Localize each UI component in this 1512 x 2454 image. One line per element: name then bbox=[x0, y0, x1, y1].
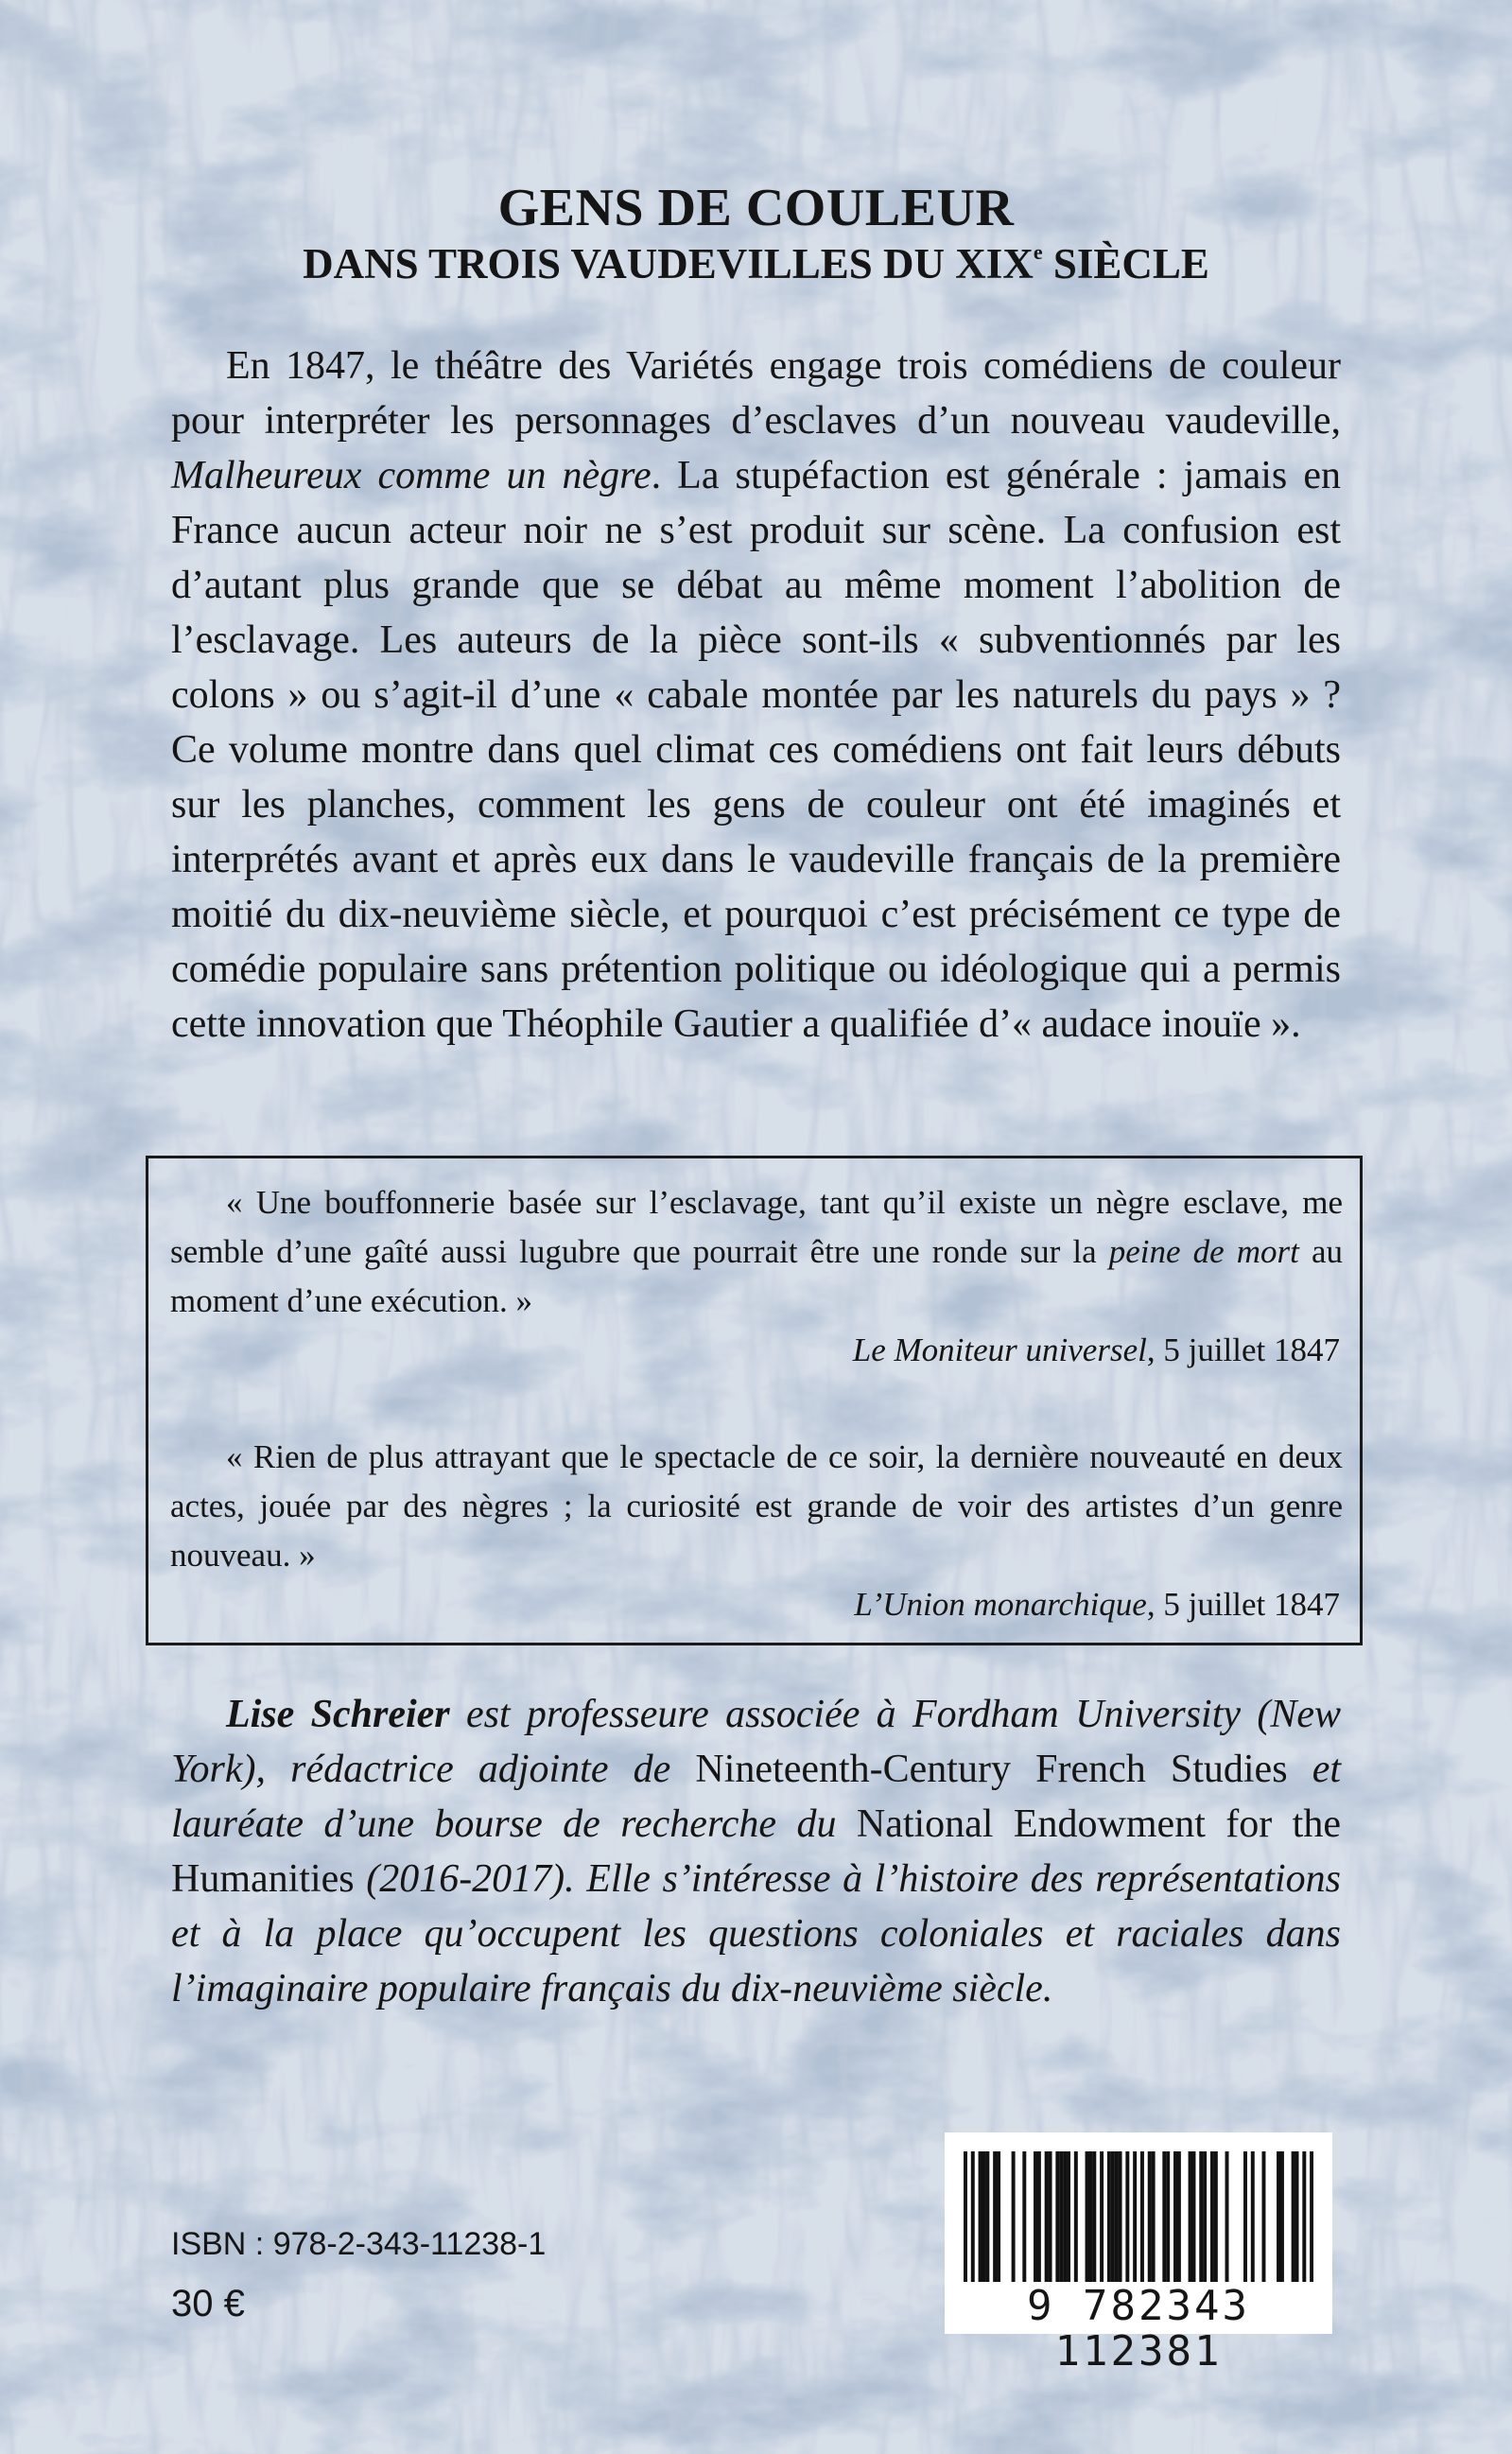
quote-1 bbox=[170, 1178, 1343, 1326]
barcode-bar bbox=[1225, 2151, 1229, 2282]
barcode-bar bbox=[1173, 2151, 1177, 2282]
bio-text-1: est professeure associée à Fordham University (New York), rédactrice adjointe de bbox=[171, 1693, 1341, 1791]
quote-1-source-name: Le Moniteur universel bbox=[852, 1331, 1147, 1368]
barcode-bar bbox=[1059, 2151, 1063, 2282]
barcode-bar bbox=[1210, 2151, 1214, 2282]
barcode-bar bbox=[1092, 2151, 1096, 2282]
quote-1-source-date: , 5 juillet 1847 bbox=[1146, 1331, 1340, 1368]
barcode-bar bbox=[1166, 2151, 1170, 2282]
blurb-text-1: En 1847, le théâtre des Variétés engage trois comédiens de couleur pour interpréter les personnages d’esclaves d’un nouveau vaudeville, bbox=[171, 344, 1341, 443]
author-name: Lise Schreier bbox=[226, 1693, 450, 1736]
blurb-text-2: . La stupéfaction est générale : jamais en France aucun acteur noir ne s’est produit sur scène. La confusion est d’autant plus grande que se débat au même moment l’abolition de l’esclavage. Les auteurs de la pièce sont-ils « subventionnés par les colons » ou s’agit-il d’une « cabale montée par les naturels du pays » ? Ce volume montre dans quel climat ces comédiens ont fait leurs débuts sur les planches, comment les gens de couleur ont été imaginés et interprétés avant et après eux dans le vaudeville français de la première moitié du dix-neuvième siècle, et pourquoi c’est précisément ce type de comédie populaire sans prétention politique ou idéologique qui a permis cette innovation que Théophile Gautier a qualifiée d’« audace inouïe ». bbox=[171, 454, 1341, 1046]
barcode-bar bbox=[1012, 2151, 1016, 2282]
bio-journal: Nineteenth-Century French Studies bbox=[695, 1748, 1288, 1791]
quote-1-text-a: « Une bouffonnerie basée sur l’esclavage, tant qu’il existe un nègre esclave, me semble d’une gaîté aussi lugubre que pourrait être une ronde sur la bbox=[170, 1184, 1343, 1270]
barcode-bar bbox=[1199, 2151, 1203, 2282]
barcode-bar bbox=[1100, 2151, 1104, 2282]
quote-2-source bbox=[854, 1580, 1340, 1629]
barcode-bar bbox=[1115, 2151, 1119, 2282]
barcode-bar bbox=[1111, 2151, 1115, 2282]
bio-text-2: et lauréate d’une bourse de recherche du bbox=[171, 1748, 1342, 1846]
barcode-bar bbox=[1292, 2151, 1295, 2282]
barcode-bar bbox=[1310, 2151, 1313, 2282]
barcode-bar bbox=[1086, 2151, 1089, 2282]
barcode-bar bbox=[1034, 2151, 1037, 2282]
barcode-bar bbox=[1203, 2151, 1207, 2282]
barcode-bar bbox=[1191, 2151, 1195, 2282]
quote-1-source bbox=[853, 1326, 1340, 1375]
barcode-bar bbox=[1055, 2151, 1059, 2282]
bio-text-3: (2016-2017). Elle s’intéresse à l’histoire des représentations et à la place qu’occupent les questions coloniales et raciales dans l’imaginaire populaire français du dix-neuvième siècle. bbox=[171, 1857, 1341, 2010]
press-quotes-box bbox=[146, 1156, 1363, 1645]
barcode-bar bbox=[1152, 2151, 1156, 2282]
title-line-1: GENS DE COULEUR bbox=[497, 179, 1015, 237]
barcode-bar bbox=[1119, 2151, 1122, 2282]
quote-2-text: « Rien de plus attrayant que le spectacle de ce soir, la dernière nouveauté en deux actes, jouée par des nègres ; la curiosité est grande de voir des artistes d’un genre nouveau. » bbox=[170, 1438, 1343, 1574]
barcode-bar bbox=[997, 2151, 1000, 2282]
barcode-bar bbox=[1162, 2151, 1166, 2282]
blurb-paragraph bbox=[171, 339, 1341, 1052]
barcode-bar bbox=[985, 2151, 989, 2282]
barcode-bar bbox=[1251, 2151, 1255, 2282]
barcode-bar bbox=[1045, 2151, 1049, 2282]
barcode-bar bbox=[979, 2151, 982, 2282]
title-superscript: e bbox=[1033, 240, 1043, 264]
title-line-2 bbox=[0, 239, 1512, 288]
barcode-bar bbox=[1261, 2151, 1265, 2282]
barcode-bar bbox=[1295, 2151, 1299, 2282]
barcode-bar bbox=[1148, 2151, 1152, 2282]
barcode-bar bbox=[1177, 2151, 1181, 2282]
barcode-bar bbox=[1189, 2151, 1192, 2282]
barcode-bar bbox=[1063, 2151, 1067, 2282]
barcode-bar bbox=[1067, 2151, 1070, 2282]
barcode-bar bbox=[1214, 2151, 1218, 2282]
barcode-bar bbox=[993, 2151, 997, 2282]
barcode-bar bbox=[1107, 2151, 1111, 2282]
barcode-bar bbox=[1022, 2151, 1026, 2282]
barcode-bar bbox=[1280, 2151, 1284, 2282]
barcode-bar bbox=[1049, 2151, 1052, 2282]
barcode-bar bbox=[1302, 2151, 1306, 2282]
bio-org: National Endowment for the Humanities bbox=[171, 1802, 1341, 1901]
price: 30 € bbox=[171, 2283, 245, 2324]
quote-2-source-name: L’Union monarchique bbox=[854, 1586, 1147, 1623]
barcode-bar bbox=[1133, 2151, 1137, 2282]
barcode-bar bbox=[971, 2151, 975, 2282]
barcode-number: 9 782343 112381 bbox=[1027, 2282, 1250, 2376]
quote-2-source-date: , 5 juillet 1847 bbox=[1146, 1586, 1340, 1623]
barcode-bar bbox=[1074, 2151, 1078, 2282]
barcode-bar bbox=[1140, 2151, 1144, 2282]
barcode-bar bbox=[1088, 2151, 1092, 2282]
barcode bbox=[945, 2132, 1332, 2376]
quote-2 bbox=[170, 1433, 1343, 1580]
barcode-bars bbox=[964, 2151, 1313, 2282]
title-line-2-end: SIÈCLE bbox=[1042, 240, 1209, 287]
title-line-2-main: DANS TROIS VAUDEVILLES DU XIX bbox=[303, 240, 1034, 287]
barcode-bar bbox=[1243, 2151, 1247, 2282]
barcode-bar bbox=[964, 2151, 967, 2282]
barcode-bar bbox=[982, 2151, 985, 2282]
author-bio bbox=[171, 1687, 1341, 2016]
isbn: ISBN : 978-2-343-11238-1 bbox=[171, 2226, 547, 2262]
quote-1-italic: peine de mort bbox=[1108, 1233, 1299, 1270]
barcode-bar bbox=[1037, 2151, 1041, 2282]
quote-1-text-b: au moment d’une exécution. » bbox=[170, 1233, 1343, 1319]
barcode-bar bbox=[1277, 2151, 1280, 2282]
barcode-bar bbox=[1125, 2151, 1129, 2282]
blurb-play-title: Malheureux comme un nègre bbox=[171, 454, 652, 497]
